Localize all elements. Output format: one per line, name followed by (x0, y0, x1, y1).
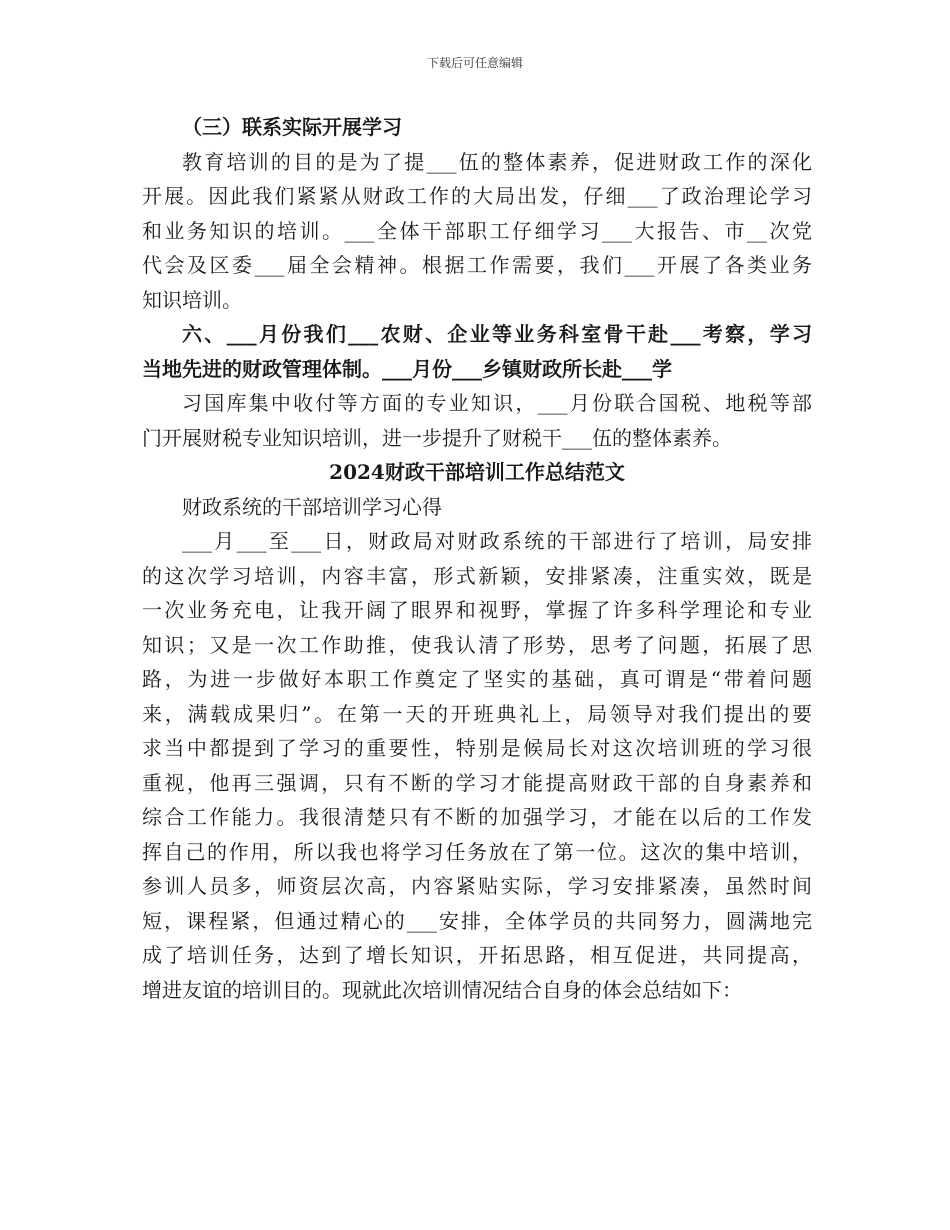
paragraph-line: 重视，他再三强调，只有不断的学习才能提高财政干部的自身素养和 (142, 770, 812, 795)
paragraph-line: 门开展财税专业知识培训，进一步提升了财税干___伍的整体素养。 (142, 425, 732, 450)
paragraph-line: 参训人员多，师资层次高，内容紧贴实际，学习安排紧凑，虽然时间 (142, 874, 812, 898)
paragraph-line: ___月___至___日，财政局对财政系统的干部进行了培训，局安排 (182, 529, 812, 553)
document-body (142, 110, 812, 1007)
section-heading: （三）联系实际开展学习 (182, 115, 402, 139)
paragraph-line: 代会及区委___届全会精神。根据工作需要，我们___开展了各类业务 (142, 253, 812, 277)
paragraph-line: 成了培训任务，达到了增长知识，开拓思路，相互促进，共同提高， (142, 943, 812, 967)
paragraph-line: 路，为进一步做好本职工作奠定了坚实的基础，真可谓是“带着问题 (142, 667, 812, 691)
bold-paragraph-line: 六、___月份我们___农财、企业等业务科室骨干赴___考察，学习 (182, 322, 812, 346)
paragraph-line: 短，课程紧，但通过精心的___安排，全体学员的共同努力，圆满地完 (142, 908, 812, 933)
paragraph-line: 开展。因此我们紧紧从财政工作的大局出发，仔细___了政治理论学习 (142, 184, 812, 208)
paragraph-line: 挥自己的作用，所以我也将学习任务放在了第一位。这次的集中培训， (142, 839, 812, 864)
paragraph-line: 求当中都提到了学习的重要性，特别是候局长对这次培训班的学习很 (142, 736, 812, 760)
paragraph-line: 和业务知识的培训。___全体干部职工仔细学习___大报告、市__次党 (142, 218, 812, 243)
paragraph-line: 增进友谊的培训目的。现就此次培训情况结合自身的体会总结如下： (142, 977, 742, 1002)
paragraph-line: 综合工作能力。我很清楚只有不断的加强学习，才能在以后的工作发 (142, 805, 812, 829)
paragraph-line: 来，满载成果归”。在第一天的开班典礼上，局领导对我们提出的要 (142, 701, 812, 726)
header-note: 下载后可任意编辑 (426, 56, 523, 70)
bold-paragraph-line: 当地先进的财政管理体制。___月份___乡镇财政所长赴___学 (142, 356, 672, 381)
paragraph-line: 一次业务充电，让我开阔了眼界和视野，掌握了许多科学理论和专业 (142, 598, 812, 622)
document-title: 2024财政干部培训工作总结范文 (329, 460, 625, 484)
paragraph-line: 知识培训。 (142, 287, 242, 312)
paragraph-line: 习国库集中收付等方面的专业知识，___月份联合国税、地税等部 (182, 391, 812, 415)
paragraph-line: 的这次学习培训，内容丰富，形式新颖，安排紧凑，注重实效，既是 (142, 563, 812, 588)
paragraph-line: 知识；又是一次工作助推，使我认清了形势，思考了问题，拓展了思 (142, 632, 812, 657)
paragraph-line: 教育培训的目的是为了提___伍的整体素养，促进财政工作的深化 (182, 149, 812, 174)
document-subtitle: 财政系统的干部培训学习心得 (182, 494, 442, 519)
